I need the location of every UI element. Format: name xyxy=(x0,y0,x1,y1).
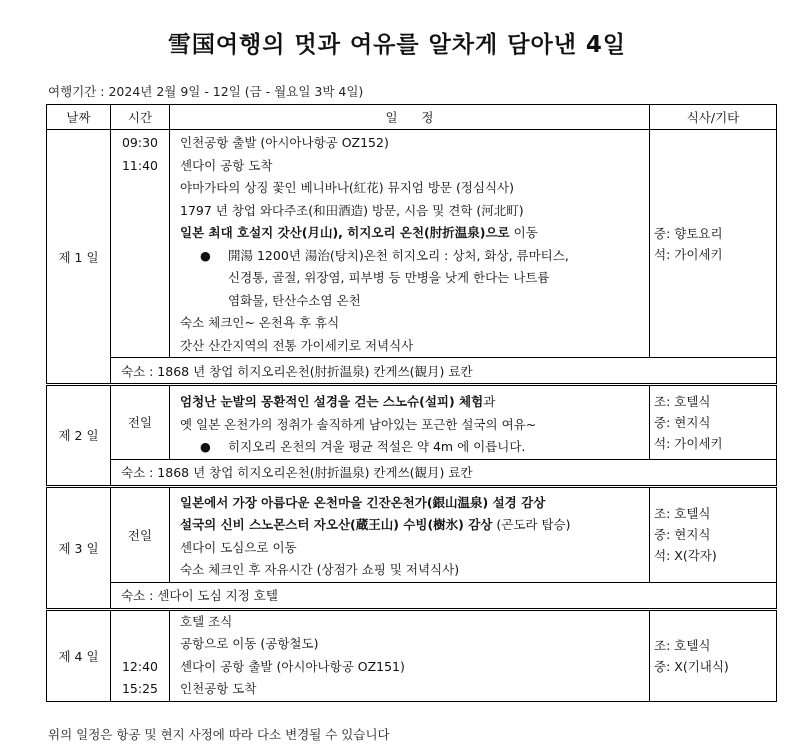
bullet-icon: ● xyxy=(200,439,211,454)
day4-row xyxy=(47,609,777,701)
highlight-text: 엄청난 눈발의 몽환적인 설경을 걷는 스노슈(설피) 체험 xyxy=(180,394,484,409)
day2-stay: 숙소 : 1868 년 창업 히지오리온천(肘折温泉) 칸게쓰(観月) 료칸 xyxy=(111,459,777,486)
schedule-line: 염화물, 탄산수소염 온천 xyxy=(228,292,361,308)
schedule-line: 야마가타의 상징 꽃인 베니바나(紅花) 뮤지엄 방문 (정심식사) xyxy=(180,180,514,195)
schedule-line: 호텔 조식 xyxy=(180,613,233,629)
schedule-line: 공항으로 이동 (공항철도) xyxy=(180,636,319,651)
schedule-line: 센다이 공항 출발 (아시아나항공 OZ151) xyxy=(180,658,405,674)
meal-breakfast: 조: 호텔식 xyxy=(654,393,711,409)
schedule-text: 이동 xyxy=(509,225,538,240)
meal-breakfast: 조: 호텔식 xyxy=(654,637,711,653)
schedule-line xyxy=(180,222,649,245)
meal-lunch: 중: 현지식 xyxy=(654,414,711,430)
day2-label: 제 2 일 xyxy=(47,385,111,487)
header-row xyxy=(47,105,777,130)
schedule-line: 숙소 체크인 후 자유시간 (상점가 쇼핑 및 저녁식사) xyxy=(180,562,460,577)
day2-meals xyxy=(650,385,777,460)
day4-meals xyxy=(650,609,777,701)
meal-breakfast: 조: 호텔식 xyxy=(654,506,711,521)
day3-meals xyxy=(650,486,777,582)
schedule-text: 開湯 1200년 湯治(탕치)온천 히지오리 : 상처, 화상, 류마티스, xyxy=(228,247,569,263)
day4-time-2: 15:25 xyxy=(121,681,159,696)
bullet-line xyxy=(180,245,649,268)
schedule-line: 갓산 산간지역의 전통 가이세키로 저녁식사 xyxy=(180,337,414,353)
day2-time: 전일 xyxy=(111,385,170,460)
schedule-line: 센다이 도심으로 이동 xyxy=(180,539,297,555)
day1-schedule xyxy=(170,130,650,358)
day4-schedule xyxy=(170,609,650,701)
bullet-icon: ● xyxy=(200,247,211,263)
header-schedule: 일 정 xyxy=(170,105,650,130)
day2-row xyxy=(47,385,777,460)
schedule-text: 과 xyxy=(483,394,496,409)
schedule-line: 옛 일본 온천가의 정취가 솔직하게 남아있는 포근한 설국의 여유~ xyxy=(180,416,537,432)
travel-period: 여행기간 : 2024년 2월 9일 - 12일 (금 - 월요일 3박 4일) xyxy=(48,84,364,99)
meal-lunch: 중: X(기내식) xyxy=(654,658,729,674)
header-day: 날짜 xyxy=(47,105,111,130)
day1-time-2: 11:40 xyxy=(121,157,159,173)
highlight-text: 일본 최대 호설지 갓산(月山), 히지오리 온천(肘折温泉)으로 xyxy=(180,225,510,240)
day3-stay: 숙소 : 센다이 도심 지정 호텔 xyxy=(111,582,777,609)
day3-label: 제 3 일 xyxy=(47,486,111,609)
schedule-line: 숙소 체크인~ 온천욕 후 휴식 xyxy=(180,315,340,330)
day4-time-1: 12:40 xyxy=(121,658,159,674)
header-meals: 식사/기타 xyxy=(650,105,777,130)
schedule-line: 신경통, 골절, 위장염, 피부병 등 만병을 낫게 한다는 나트륨 xyxy=(228,270,550,285)
day3-row xyxy=(47,486,777,582)
itinerary-table xyxy=(46,104,777,702)
meal-dinner: 석: 가이세키 xyxy=(654,246,723,262)
schedule-line: 인천공항 출발 (아시아나항공 OZ152) xyxy=(180,135,389,150)
schedule-line: 인천공항 도착 xyxy=(180,681,257,696)
header-time: 시간 xyxy=(111,105,170,130)
meal-dinner: 석: 가이세키 xyxy=(654,435,723,451)
schedule-text: (곤도라 탑승) xyxy=(492,517,571,532)
day1-stay: 숙소 : 1868 년 창업 히지오리온천(肘折温泉) 칸게쓰(観月) 료칸 xyxy=(111,358,777,385)
meal-dinner: 석: X(각자) xyxy=(654,548,717,563)
schedule-line xyxy=(180,514,649,537)
day4-label: 제 4 일 xyxy=(47,609,111,701)
day1-time-1: 09:30 xyxy=(121,135,159,150)
schedule-text: 히지오리 온천의 겨울 평균 적설은 약 4m 에 이릅니다. xyxy=(228,439,526,454)
meal-lunch: 중: 현지식 xyxy=(654,527,711,542)
page-title: 雪国여행의 멋과 여유를 알차게 담아낸 4일 xyxy=(167,32,627,58)
day3-schedule xyxy=(170,486,650,582)
day1-label: 제 1 일 xyxy=(47,130,111,385)
day1-row xyxy=(47,130,777,358)
highlight-text: 일본에서 가장 아름다운 온천마을 긴잔온천가(銀山温泉) 설경 감상 xyxy=(180,494,546,510)
schedule-line xyxy=(180,391,649,414)
day1-meals xyxy=(650,130,777,358)
footnote: 위의 일정은 항공 및 현지 사정에 따라 다소 변경될 수 있습니다 xyxy=(48,727,390,742)
meal-lunch: 중: 향토요리 xyxy=(654,225,723,241)
bullet-line xyxy=(180,436,649,459)
schedule-line: 센다이 공항 도착 xyxy=(180,157,273,173)
day2-schedule xyxy=(170,385,650,460)
schedule-line xyxy=(180,492,649,515)
highlight-text: 설국의 신비 스노몬스터 자오산(蔵王山) 수빙(樹氷) 감상 xyxy=(180,517,493,532)
schedule-line: 1797 년 창업 와다주조(和田酒造) 방문, 시음 및 견학 (河北町) xyxy=(180,202,524,218)
day3-time: 전일 xyxy=(111,486,170,582)
